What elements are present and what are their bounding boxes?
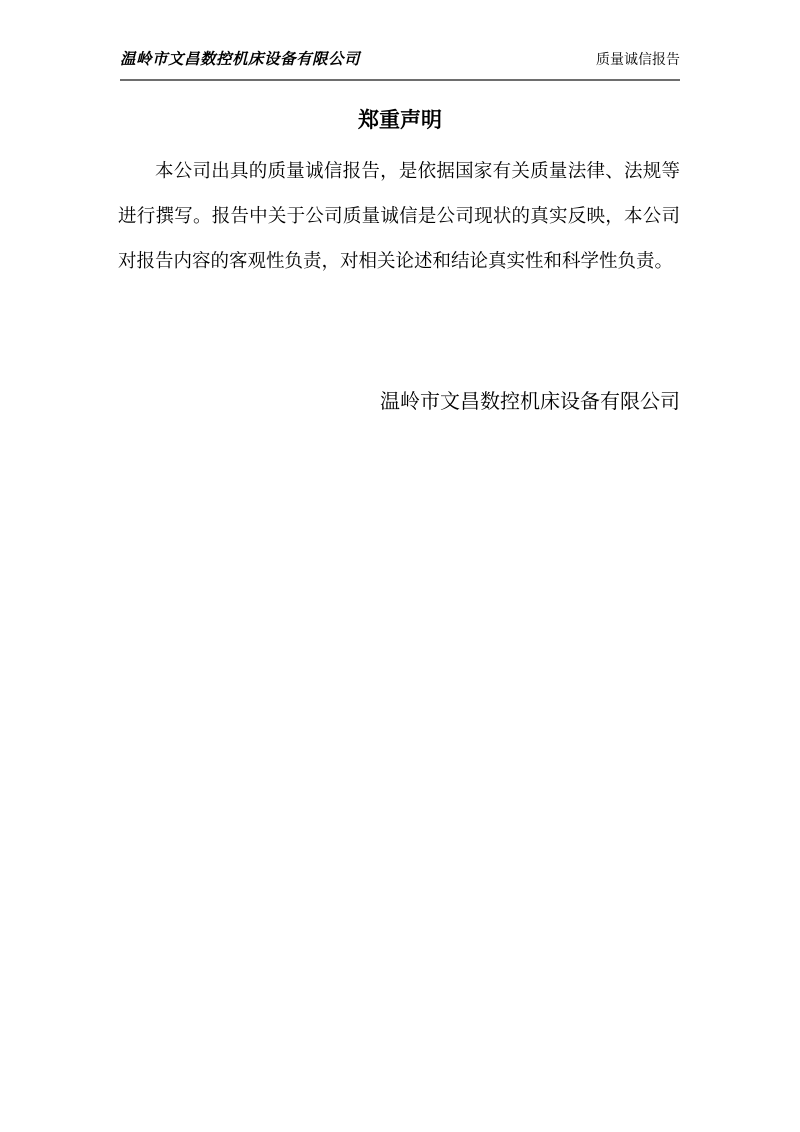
page-header-row bbox=[120, 50, 680, 79]
header-report-title: 质量诚信报告 bbox=[596, 53, 680, 68]
statement-title: 郑重声明 bbox=[358, 109, 442, 132]
statement-body: 本公司出具的质量诚信报告，是依据国家有关质量法律、法规等进行撰写。报告中关于公司质量诚信是公司现状的真实反映，本公司对报告内容的客观性负责，对相关论述和结论真实性和科学性负责。 bbox=[118, 162, 680, 272]
signature-company-name: 温岭市文昌数控机床设备有限公司 bbox=[380, 391, 680, 413]
header-rule bbox=[120, 79, 680, 81]
page-header bbox=[120, 50, 680, 81]
header-company-name: 温岭市文昌数控机床设备有限公司 bbox=[120, 51, 361, 68]
